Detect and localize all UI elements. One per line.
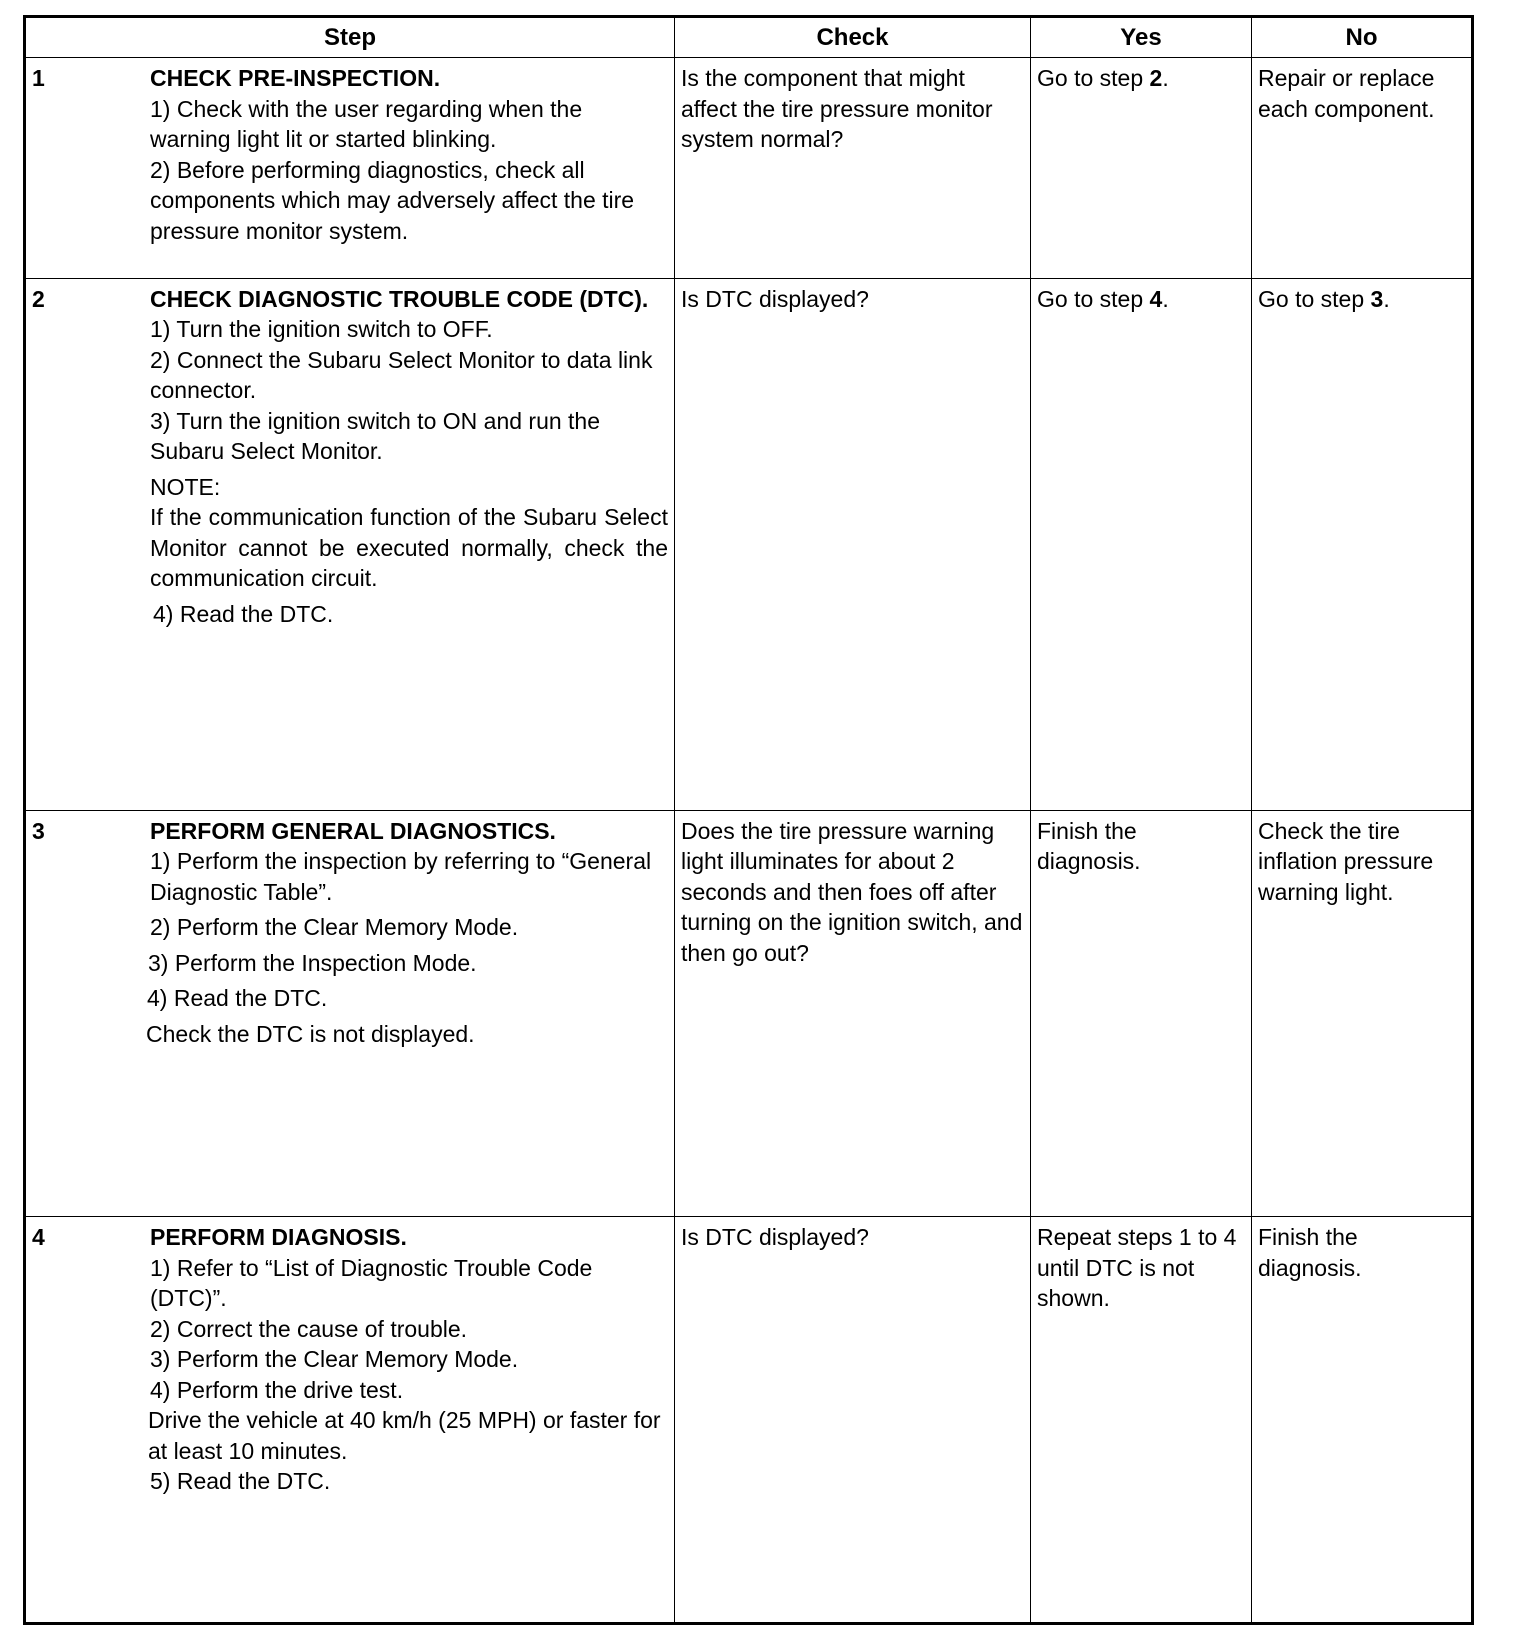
step-cell — [25, 58, 675, 279]
yes-prefix: Go to step — [1037, 65, 1150, 91]
step-item: 3) Perform the Clear Memory Mode. — [150, 1346, 519, 1373]
step-item: 2) Connect the Subaru Select Monitor to data link connector. — [150, 346, 653, 404]
step-body — [146, 811, 668, 1050]
check-cell: Is the component that might affect the tire pressure monitor system normal? — [675, 58, 1031, 279]
step-item: 4) Read the DTC. — [147, 985, 328, 1012]
step-item: 1) Check with the user regarding when the warning light lit or started blinking. — [150, 95, 583, 152]
header-row — [25, 17, 1473, 58]
note-label: NOTE: — [150, 473, 221, 500]
yes-prefix: Go to step — [1037, 285, 1150, 312]
step-cell — [25, 278, 675, 810]
step-item: 2) Before performing diagnostics, check all components which may adversely affect the tire pressure monitor system. — [150, 156, 635, 244]
step-item: 2) Perform the Clear Memory Mode. — [150, 914, 519, 941]
step-number: 1 — [32, 65, 45, 91]
no-cell — [1252, 278, 1473, 810]
table-row — [25, 1217, 1473, 1624]
yes-cell: Finish the diagnosis. — [1031, 810, 1252, 1217]
step-title: PERFORM GENERAL DIAGNOSTICS. — [150, 817, 556, 844]
no-cell: Repair or replace each component. — [1252, 58, 1473, 279]
step-body — [150, 279, 668, 630]
yes-suffix: . — [1162, 65, 1169, 91]
yes-step-ref: 2 — [1149, 65, 1163, 91]
step-title: PERFORM DIAGNOSIS. — [150, 1224, 407, 1251]
header-no: No — [1252, 17, 1473, 58]
no-cell: Finish the diagnosis. — [1252, 1217, 1473, 1624]
step-item: 1) Refer to “List of Diagnostic Trouble Code (DTC)”. — [150, 1254, 593, 1312]
table-row — [25, 278, 1473, 810]
diagnostic-table — [23, 15, 1474, 1625]
yes-cell — [1031, 278, 1252, 810]
step-item: 3) Turn the ignition switch to ON and run the Subaru Select Monitor. — [150, 407, 601, 465]
no-suffix: . — [1383, 285, 1390, 312]
no-cell: Check the tire inflation pressure warning light. — [1252, 810, 1473, 1217]
step-cell — [25, 1217, 675, 1624]
yes-suffix: . — [1162, 285, 1169, 312]
step-number: 2 — [32, 285, 45, 312]
step-after-text: Check the DTC is not displayed. — [146, 1020, 475, 1047]
note-text: If the communication function of the Subaru Select Monitor cannot be executed normally, check the communication circuit. — [150, 504, 668, 592]
step-body — [150, 1217, 668, 1497]
step-title: CHECK PRE-INSPECTION. — [150, 65, 441, 91]
check-cell: Is DTC displayed? — [675, 278, 1031, 810]
yes-cell — [1031, 58, 1252, 279]
step-item-detail: Drive the vehicle at 40 km/h (25 MPH) or faster for at least 10 minutes. — [148, 1407, 661, 1464]
header-check: Check — [675, 17, 1031, 58]
header-yes: Yes — [1031, 17, 1252, 58]
yes-cell: Repeat steps 1 to 4 until DTC is not shown. — [1031, 1217, 1252, 1624]
step-item: 4) Perform the drive test. — [150, 1376, 404, 1403]
step-cell — [25, 810, 675, 1217]
no-prefix: Go to step — [1258, 285, 1371, 312]
header-step: Step — [25, 17, 675, 58]
step-item: 3) Perform the Inspection Mode. — [148, 949, 477, 976]
step-item: 5) Read the DTC. — [150, 1468, 331, 1495]
step-item: 1) Perform the inspection by referring to “General Diagnostic Table”. — [150, 848, 652, 905]
step-item: 2) Correct the cause of trouble. — [150, 1315, 468, 1342]
step-body — [150, 58, 668, 246]
check-cell: Is DTC displayed? — [675, 1217, 1031, 1624]
step-number: 3 — [32, 817, 45, 844]
step-number: 4 — [32, 1224, 45, 1251]
table-row — [25, 810, 1473, 1217]
no-step-ref: 3 — [1370, 285, 1384, 312]
step-item: 1) Turn the ignition switch to OFF. — [150, 316, 493, 343]
check-cell: Does the tire pressure warning light illuminates for about 2 seconds and then foes off after turning on the ignition switch, and then go out? — [675, 810, 1031, 1217]
step-title: CHECK DIAGNOSTIC TROUBLE CODE (DTC). — [150, 285, 649, 312]
yes-step-ref: 4 — [1149, 285, 1163, 312]
table-row — [25, 58, 1473, 279]
step-item: 4) Read the DTC. — [153, 600, 334, 627]
